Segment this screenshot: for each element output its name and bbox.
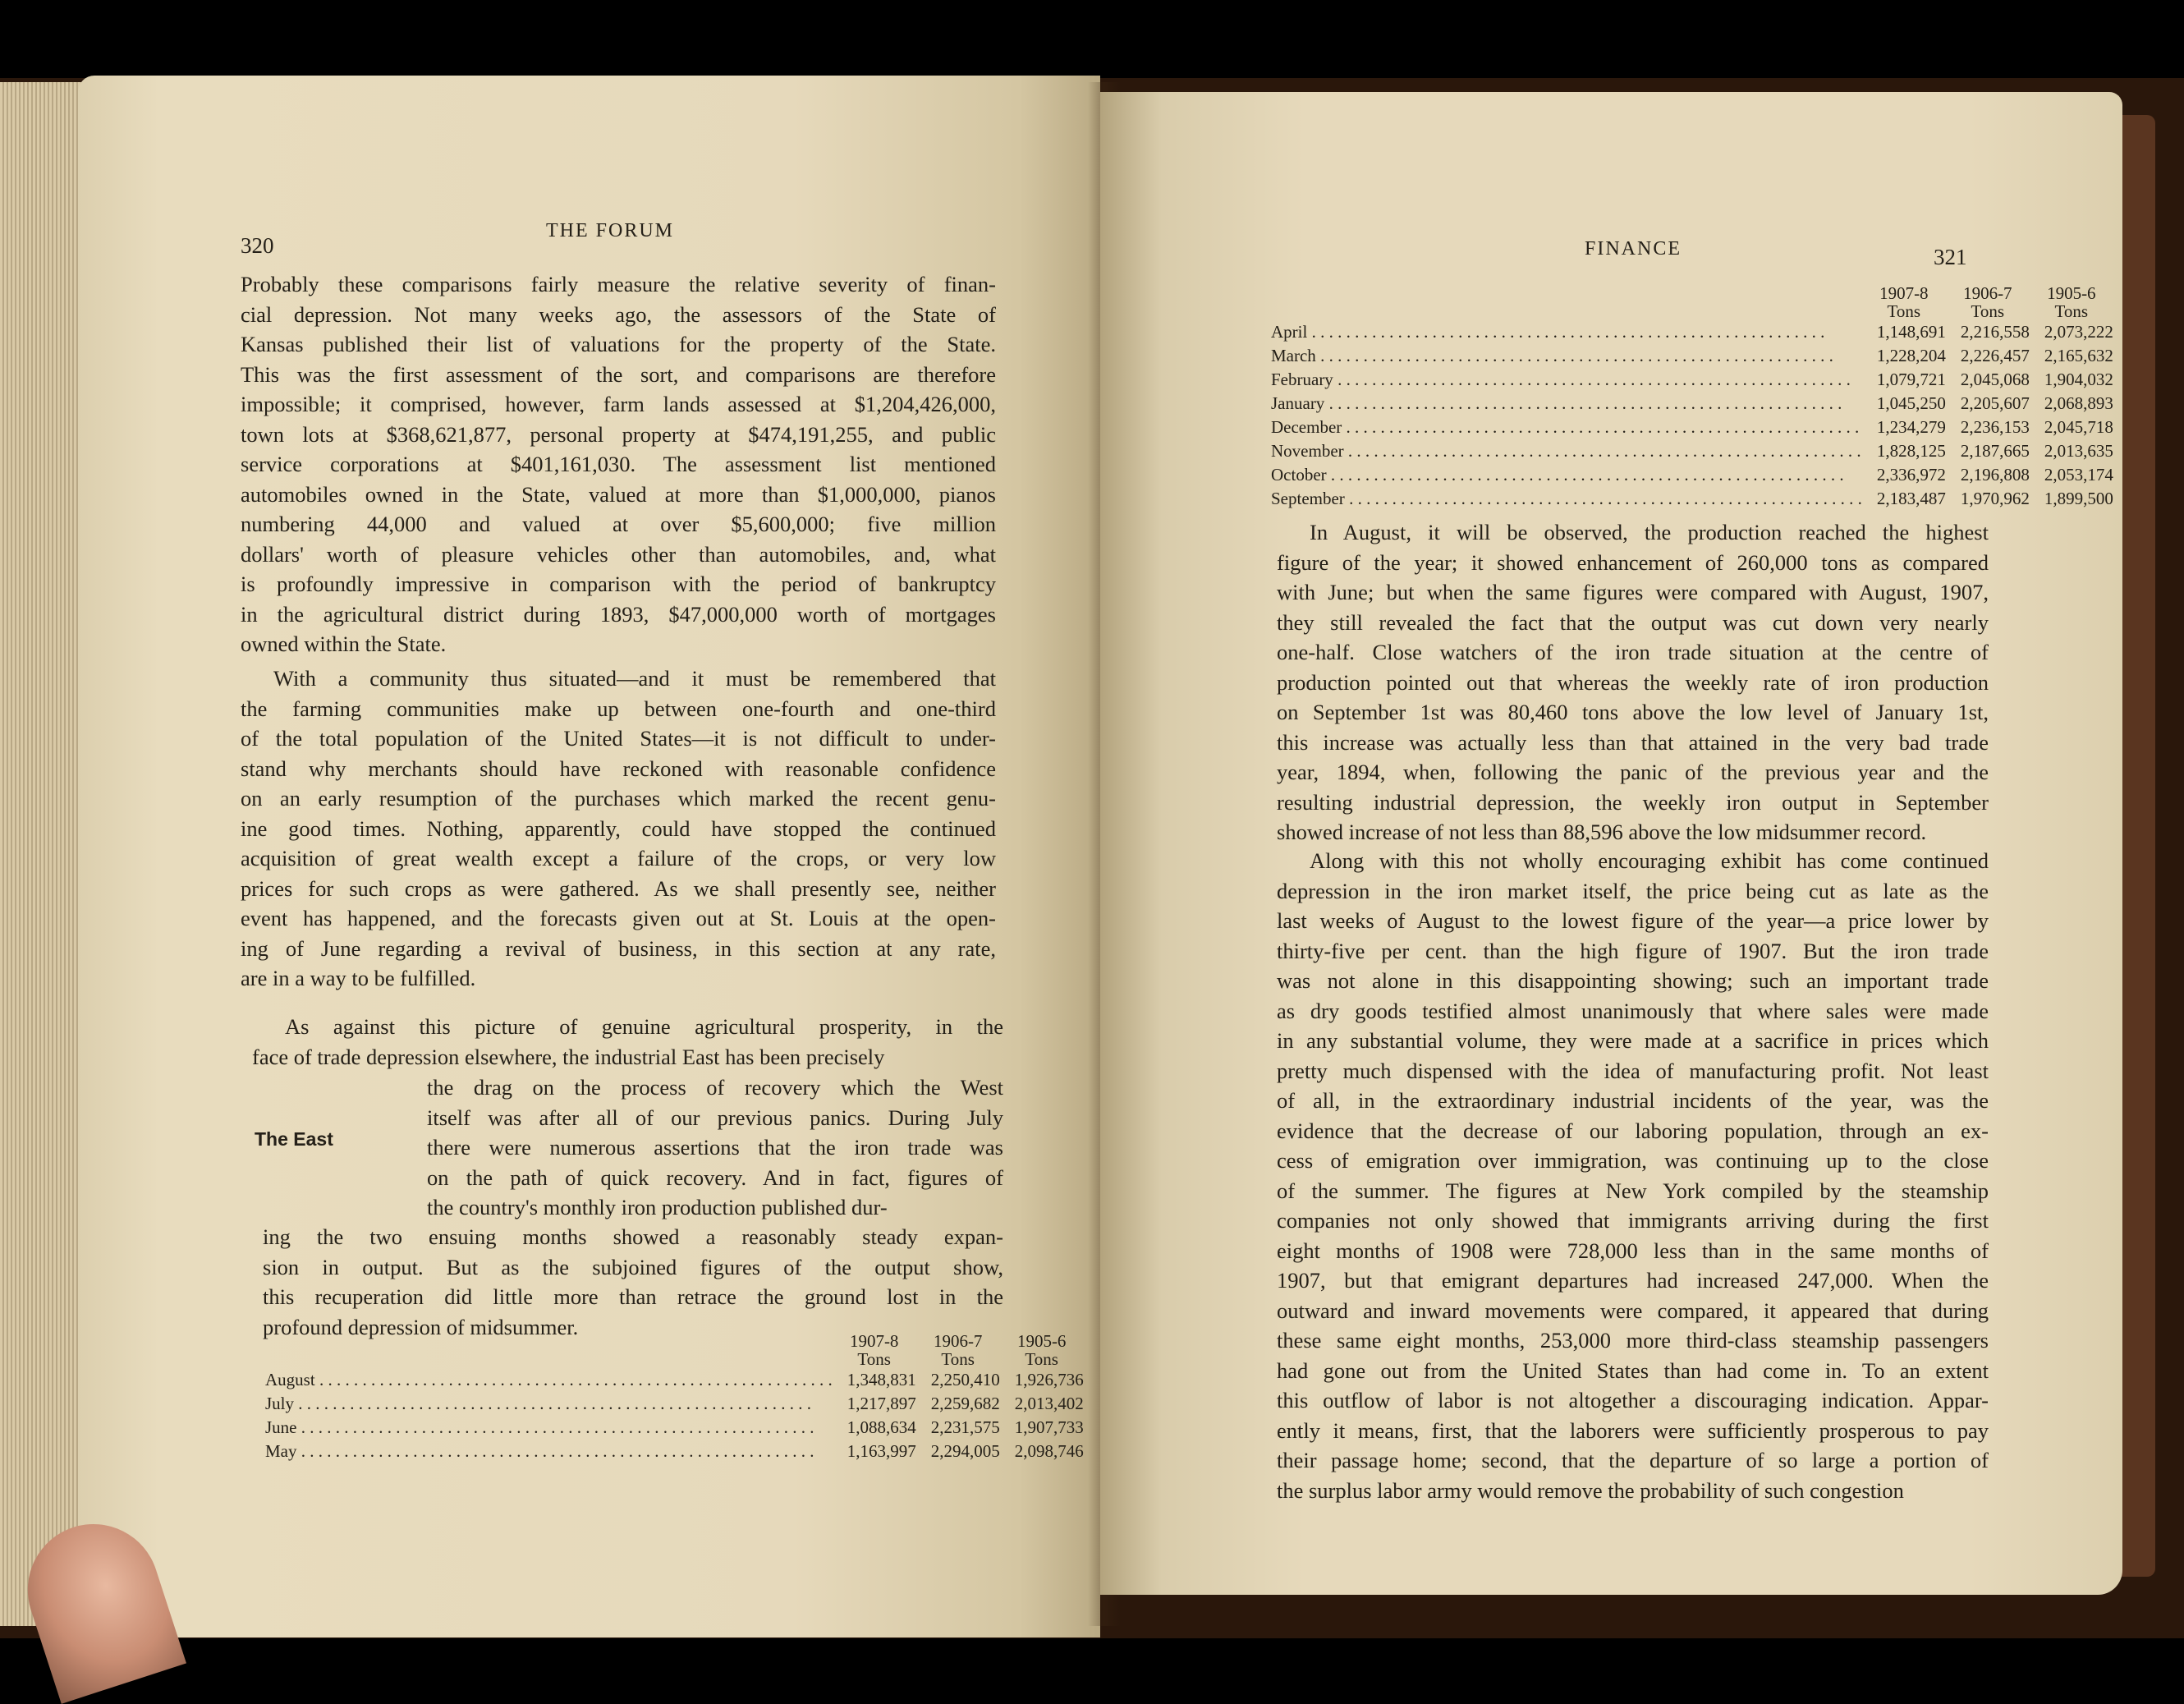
tons-value: 1,079,721: [1876, 370, 1946, 389]
tons-value: 2,045,068: [1960, 370, 2030, 389]
text-line: thirty-five per cent. than the high figure of 1907. But the iron trade: [1277, 938, 1989, 963]
text-line: Kansas published their list of valuations for the property of the State.: [241, 332, 996, 356]
leader-dots: . . . . . . . . . . . . . . . . . . . . . . . . . . . . . . . . . . . . . . . . . . . . . . . . . . . . . . . . . . . .: [296, 1417, 814, 1437]
tons-value: 1,228,204: [1876, 346, 1946, 365]
text-line: as dry goods testified almost unanimously that where sales were made: [1277, 998, 1989, 1023]
text-line: town lots at $368,621,877, personal property at $474,191,255, and public: [241, 421, 996, 447]
row-label: [1271, 368, 1862, 392]
text-line: are in a way to be fulfilled.: [241, 966, 476, 990]
text-line: Probably these comparisons fairly measure the relative severity of finan-: [241, 272, 996, 296]
month-label: March: [1271, 346, 1316, 365]
page-number: 321: [1934, 245, 1967, 269]
month-label: February: [1271, 370, 1333, 389]
text-line: in any substantial volume, they were made at a sacrifice in prices which: [1277, 1028, 1989, 1053]
month-label: November: [1271, 441, 1344, 461]
tons-value: 2,336,972: [1876, 465, 1946, 485]
table-row: [265, 1392, 1084, 1416]
iron-production-table: [265, 1332, 1084, 1463]
text-line: automobiles owned in the State, valued at more than $1,000,000, pianos: [241, 481, 996, 507]
leader-dots: . . . . . . . . . . . . . . . . . . . . . . . . . . . . . . . . . . . . . . . . . . . . . . . . . . . . . . . . . . . .: [1333, 370, 1851, 389]
text-line: Along with this not wholly encouraging exhibit has come continued: [1310, 848, 1989, 873]
column-year: 1905-6: [2047, 283, 2096, 303]
text-line: the country's monthly iron production published dur-: [427, 1195, 888, 1219]
leader-dots: . . . . . . . . . . . . . . . . . . . . . . . . . . . . . . . . . . . . . . . . . . . . . . . . . . . . . . . . . . . .: [296, 1441, 814, 1461]
text-line: companies not only showed that immigrants arriving during the first: [1277, 1208, 1989, 1233]
tons-value: 2,045,718: [2044, 417, 2113, 437]
tons-value: 1,348,831: [847, 1370, 916, 1389]
text-line: This was the first assessment of the sort, and comparisons are therefore: [241, 361, 996, 387]
column-year: 1906-7: [933, 1331, 983, 1351]
leader-dots: . . . . . . . . . . . . . . . . . . . . . . . . . . . . . . . . . . . . . . . . . . . . . . . . . . . . . . . . . . . .: [1324, 393, 1842, 413]
text-line: last weeks of August to the lowest figure of the year—a price lower by: [1277, 908, 1989, 933]
table-row: [1271, 487, 2113, 511]
text-line: ing of June regarding a revival of business, in this section at any rate,: [241, 935, 996, 961]
text-line: of the summer. The figures at New York compiled by the steamship: [1277, 1178, 1989, 1203]
text-line: their passage home; second, that the departure of so large a portion of: [1277, 1448, 1989, 1472]
column-header: [833, 1332, 916, 1368]
month-label: October: [1271, 465, 1327, 485]
tons-value: 1,904,032: [2044, 370, 2113, 389]
table-row: [265, 1440, 1084, 1463]
month-label: September: [1271, 489, 1345, 508]
tons-value: 1,828,125: [1876, 441, 1946, 461]
text-line: profound depression of midsummer.: [263, 1314, 579, 1339]
text-line: event has happened, and the forecasts given out at St. Louis at the open-: [241, 906, 996, 930]
text-line: sion in output. But as the subjoined figures of the output show,: [263, 1254, 1003, 1279]
margin-note: The East: [255, 1128, 333, 1150]
column-year: 1906-7: [1963, 283, 2012, 303]
paragraph: [263, 1222, 1003, 1342]
leader-dots: . . . . . . . . . . . . . . . . . . . . . . . . . . . . . . . . . . . . . . . . . . . . . . . . . . . . . . . . . . . .: [1343, 441, 1861, 461]
text-line: showed increase of not less than 88,596 above the low midsummer record.: [1277, 820, 1927, 844]
text-line: face of trade depression elsewhere, the industrial East has been precisely: [252, 1044, 885, 1069]
text-line: acquisition of great wealth except a failure of the crops, or very low: [241, 846, 996, 870]
tons-value: 2,205,607: [1960, 393, 2030, 413]
row-label: [1271, 392, 1862, 416]
left-page: [78, 76, 1100, 1637]
text-line: 1907, but that emigrant departures had increased 247,000. When the: [1277, 1268, 1989, 1293]
column-header: [916, 1332, 1000, 1368]
text-line: cial depression. Not many weeks ago, the assessors of the State of: [241, 301, 996, 327]
leader-dots: . . . . . . . . . . . . . . . . . . . . . . . . . . . . . . . . . . . . . . . . . . . . . . . . . . . . . . . . . . . .: [294, 1394, 812, 1413]
leader-dots: . . . . . . . . . . . . . . . . . . . . . . . . . . . . . . . . . . . . . . . . . . . . . . . . . . . . . . . . . . . .: [1307, 322, 1825, 342]
month-label: July: [265, 1394, 295, 1413]
column-header: [1946, 284, 2030, 320]
column-header: [2030, 284, 2113, 320]
leader-dots: . . . . . . . . . . . . . . . . . . . . . . . . . . . . . . . . . . . . . . . . . . . . . . . . . . . . . . . . . . . .: [1344, 489, 1862, 508]
row-label: [265, 1368, 833, 1392]
text-line: this increase was actually less than that attained in the very bad trade: [1277, 729, 1989, 755]
header-cell: [265, 1332, 833, 1368]
month-label: August: [265, 1370, 315, 1389]
page-edges-left: [0, 82, 90, 1626]
tons-value: 2,165,632: [2044, 346, 2113, 365]
paragraph: [252, 1012, 1003, 1072]
month-label: December: [1271, 417, 1342, 437]
row-label: [1271, 487, 1862, 511]
tons-value: 2,236,153: [1960, 417, 2030, 437]
text-line: cess of emigration over immigration, was continuing up to the close: [1277, 1148, 1989, 1173]
text-line: numbering 44,000 and valued at over $5,600,000; five million: [241, 512, 996, 536]
tons-value: 2,294,005: [930, 1441, 1000, 1461]
text-line: impossible; it comprised, however, farm lands assessed at $1,204,426,000,: [241, 392, 996, 416]
text-line: itself was after all of our previous panics. During July: [427, 1105, 1003, 1130]
column-header: [1862, 284, 1946, 320]
table-row: [1271, 320, 2113, 344]
column-year: 1907-8: [849, 1331, 899, 1351]
text-line: year, 1894, when, following the panic of the previous year and the: [1277, 760, 1989, 784]
month-label: January: [1271, 393, 1325, 413]
text-line: depression in the iron market itself, the price being cut as late as the: [1277, 878, 1989, 903]
month-label: May: [265, 1441, 297, 1461]
tons-value: 2,053,174: [2044, 465, 2113, 485]
text-line: eight months of 1908 were 728,000 less than in the same months of: [1277, 1238, 1989, 1263]
text-line: ing the two ensuing months showed a reasonably steady expan-: [263, 1224, 1003, 1249]
tons-value: 1,970,962: [1960, 489, 2030, 508]
text-line: figure of the year; it showed enhancement of 260,000 tons as compared: [1277, 549, 1989, 575]
row-label: [1271, 344, 1862, 368]
text-line: on September 1st was 80,460 tons above the low level of January 1st,: [1277, 700, 1989, 724]
text-line: of all, in the extraordinary industrial incidents of the year, was the: [1277, 1088, 1989, 1113]
column-unit: Tons: [857, 1349, 891, 1369]
text-line: in the agricultural district during 1893, $47,000,000 worth of mortgages: [241, 601, 996, 627]
text-line: service corporations at $401,161,030. The assessment list mentioned: [241, 452, 996, 476]
paragraph: [427, 1072, 1003, 1223]
table-row: [1271, 463, 2113, 487]
header-cell: [1271, 284, 1862, 320]
tons-value: 2,259,682: [930, 1394, 1000, 1413]
text-line: owned within the State.: [241, 632, 447, 656]
paragraph: [1277, 846, 1989, 1505]
paragraph: [241, 664, 996, 994]
text-line: resulting industrial depression, the weekly iron output in September: [1277, 789, 1989, 815]
text-line: had gone out from the United States than had come in. To an extent: [1277, 1357, 1989, 1383]
paragraph: [1277, 517, 1989, 847]
running-head: THE FORUM: [546, 220, 675, 241]
row-label: [1271, 416, 1862, 439]
tons-value: 1,907,733: [1014, 1417, 1084, 1437]
tons-value: 2,231,575: [930, 1417, 1000, 1437]
column-unit: Tons: [1025, 1349, 1058, 1369]
text-line: evidence that the decrease of our laboring population, through an ex-: [1277, 1118, 1989, 1143]
text-line: is profoundly impressive in comparison with the period of bankruptcy: [241, 572, 996, 596]
tons-value: 2,068,893: [2044, 393, 2113, 413]
text-line: on the path of quick recovery. And in fact, figures of: [427, 1164, 1003, 1190]
text-line: on an early resumption of the purchases which marked the recent genu-: [241, 786, 996, 811]
tons-value: 2,073,222: [2044, 322, 2113, 342]
text-line: they still revealed the fact that the output was cut down very nearly: [1277, 609, 1989, 635]
text-line: was not alone in this disappointing showing; such an important trade: [1277, 968, 1989, 993]
text-line: the surplus labor army would remove the probability of such congestion: [1277, 1477, 1904, 1503]
tons-value: 1,234,279: [1876, 417, 1946, 437]
tons-value: 2,187,665: [1960, 441, 2030, 461]
row-label: [265, 1440, 833, 1463]
text-line: dollars' worth of pleasure vehicles other than automobiles, and, what: [241, 541, 996, 567]
leader-dots: . . . . . . . . . . . . . . . . . . . . . . . . . . . . . . . . . . . . . . . . . . . . . . . . . . . . . . . . . . . .: [314, 1370, 833, 1389]
column-unit: Tons: [941, 1349, 975, 1369]
tons-value: 2,013,635: [2044, 441, 2113, 461]
table-row: [1271, 344, 2113, 368]
tons-value: 1,148,691: [1876, 322, 1946, 342]
leader-dots: . . . . . . . . . . . . . . . . . . . . . . . . . . . . . . . . . . . . . . . . . . . . . . . . . . . . . . . . . . . .: [1326, 465, 1844, 485]
tons-value: 2,216,558: [1960, 322, 2030, 342]
text-line: of the total population of the United States—it is not difficult to under-: [241, 726, 996, 751]
month-label: June: [265, 1417, 297, 1437]
iron-production-table: [1271, 284, 2113, 511]
table-row: [1271, 439, 2113, 463]
table-row: [1271, 392, 2113, 416]
text-line: this outflow of labor is not altogether a discouraging indication. Appar-: [1277, 1388, 1989, 1412]
table-row: [265, 1416, 1084, 1440]
text-line: ently it means, first, that the laborers were sufficiently prosperous to pay: [1277, 1417, 1989, 1443]
text-line: pretty much dispensed with the idea of manufacturing profit. Not least: [1277, 1058, 1989, 1083]
tons-value: 1,217,897: [847, 1394, 916, 1413]
tons-value: 2,183,487: [1876, 489, 1946, 508]
row-label: [1271, 320, 1862, 344]
leader-dots: . . . . . . . . . . . . . . . . . . . . . . . . . . . . . . . . . . . . . . . . . . . . . . . . . . . . . . . . . . . .: [1315, 346, 1833, 365]
row-label: [265, 1416, 833, 1440]
tons-value: 2,196,808: [1960, 465, 2030, 485]
text-line: In August, it will be observed, the production reached the highest: [1310, 520, 1989, 544]
tons-value: 2,013,402: [1014, 1394, 1084, 1413]
text-line: ine good times. Nothing, apparently, could have stopped the continued: [241, 815, 996, 841]
column-header: [1000, 1332, 1084, 1368]
row-label: [1271, 463, 1862, 487]
text-line: prices for such crops as were gathered. As we shall presently see, neither: [241, 875, 996, 901]
text-line: outward and inward movements were compared, it appeared that during: [1277, 1298, 1989, 1323]
column-unit: Tons: [2054, 301, 2089, 321]
text-line: this recuperation did little more than retrace the ground lost in the: [263, 1284, 1003, 1309]
text-line: the farming communities make up between one-fourth and one-third: [241, 696, 996, 721]
table-row: [1271, 368, 2113, 392]
tons-value: 1,899,500: [2044, 489, 2113, 508]
page-number: 320: [241, 233, 274, 258]
leader-dots: . . . . . . . . . . . . . . . . . . . . . . . . . . . . . . . . . . . . . . . . . . . . . . . . . . . . . . . . . . . .: [1342, 417, 1860, 437]
row-label: [1271, 439, 1862, 463]
table-row: [1271, 416, 2113, 439]
tons-value: 2,226,457: [1960, 346, 2030, 365]
table-row: [265, 1368, 1084, 1392]
text-line: the drag on the process of recovery which the West: [427, 1075, 1003, 1100]
tons-value: 1,163,997: [847, 1441, 916, 1461]
month-label: April: [1271, 322, 1308, 342]
column-unit: Tons: [1887, 301, 1921, 321]
column-unit: Tons: [1971, 301, 2005, 321]
text-line: with June; but when the same figures were compared with August, 1907,: [1277, 580, 1989, 604]
text-line: there were numerous assertions that the iron trade was: [427, 1135, 1003, 1160]
tons-value: 2,250,410: [930, 1370, 1000, 1389]
running-head: FINANCE: [1585, 238, 1682, 260]
text-line: With a community thus situated—and it must be remembered that: [273, 666, 996, 691]
text-line: As against this picture of genuine agricultural prosperity, in the: [285, 1014, 1003, 1039]
text-line: stand why merchants should have reckoned with reasonable confidence: [241, 756, 996, 781]
text-line: one-half. Close watchers of the iron trade situation at the centre of: [1277, 640, 1989, 664]
tons-value: 2,098,746: [1014, 1441, 1084, 1461]
column-year: 1905-6: [1016, 1331, 1067, 1351]
column-year: 1907-8: [1879, 283, 1929, 303]
tons-value: 1,088,634: [847, 1417, 916, 1437]
text-line: these same eight months, 253,000 more third-class steamship passengers: [1277, 1328, 1989, 1353]
right-page: [1100, 92, 2122, 1595]
tons-value: 1,926,736: [1014, 1370, 1084, 1389]
paragraph: [241, 269, 996, 659]
row-label: [265, 1392, 833, 1416]
text-line: production pointed out that whereas the weekly rate of iron production: [1277, 669, 1989, 695]
tons-value: 1,045,250: [1876, 393, 1946, 413]
